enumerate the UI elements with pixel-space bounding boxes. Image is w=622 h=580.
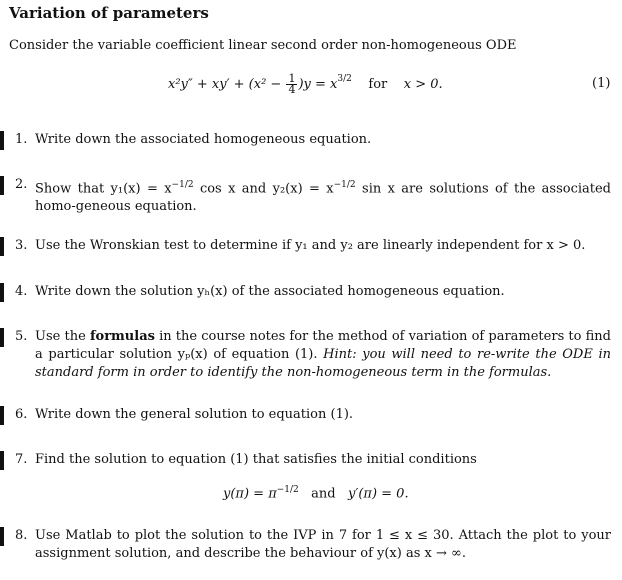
- checkbox-mark[interactable]: [0, 131, 4, 150]
- item-text: Show that $y_1(x) = x^{-1/2}$ cos x and $y_2(x) = x^{-1/2}$ sin x are solutions of the associated homo-geneous equation.: [35, 180, 611, 215]
- checkbox-mark[interactable]: [0, 176, 4, 195]
- item-number: 8.: [15, 528, 28, 543]
- item-text: Use Matlab to plot the solution to the IVP in 7 for 1 ≤ x ≤ 30. Attach the plot to your assignment solution, and describe the behaviour of y(x) as x → ∞.: [35, 528, 611, 561]
- fraction: $\frac{1}{4}$: [288, 72, 296, 96]
- checkbox-mark[interactable]: [0, 451, 4, 470]
- item-number: 3.: [15, 238, 28, 253]
- ode-equation: [0, 72, 622, 102]
- item-text: Use the formulas in the course notes for the method of variation of parameters to find a particular solution yₚ(x) of equation (1). Hint: you will need to re-write the ODE in standard form in order to identify the non-homogeneous term in the formulas.: [35, 329, 611, 380]
- item-text: Use the Wronskian test to determine if y₁ and y₂ are linearly independent for x > 0.: [35, 238, 586, 253]
- item-number: 6.: [15, 407, 28, 422]
- item-text: Find the solution to equation (1) that satisfies the initial conditions: [35, 452, 477, 467]
- equation-number: (1): [592, 76, 611, 91]
- checkbox-mark[interactable]: [0, 406, 4, 425]
- equation-expression: x²y″ + xy′ + (x² − $\frac{1}{4}$ )$y = x^{3/2}$ for x > 0.: [168, 72, 443, 96]
- hint-text: Hint: you will need to re-write the ODE in standard form in order to identify the non-homogeneous term in the formulas.: [35, 347, 611, 380]
- checkbox-mark[interactable]: [0, 237, 4, 256]
- item-text: Write down the general solution to equation (1).: [35, 407, 354, 422]
- checkbox-mark[interactable]: [0, 283, 4, 302]
- page-title: Variation of parameters: [9, 4, 209, 22]
- item-number: 5.: [15, 329, 28, 344]
- item-number: 4.: [15, 284, 28, 299]
- item-number: 2.: [15, 177, 28, 192]
- item-text: Write down the associated homogeneous equation.: [35, 132, 372, 147]
- item-number: 1.: [15, 132, 28, 147]
- item-number: 7.: [15, 452, 28, 467]
- item-text: Write down the solution yₕ(x) of the associated homogeneous equation.: [35, 284, 505, 299]
- checkbox-mark[interactable]: [0, 527, 4, 546]
- checkbox-mark[interactable]: [0, 328, 4, 347]
- initial-conditions: $y(\pi) = \pi^{-1/2}$ and y′(π) = 0.: [223, 485, 409, 502]
- intro-text: Consider the variable coefficient linear second order non-homogeneous ODE: [9, 38, 517, 53]
